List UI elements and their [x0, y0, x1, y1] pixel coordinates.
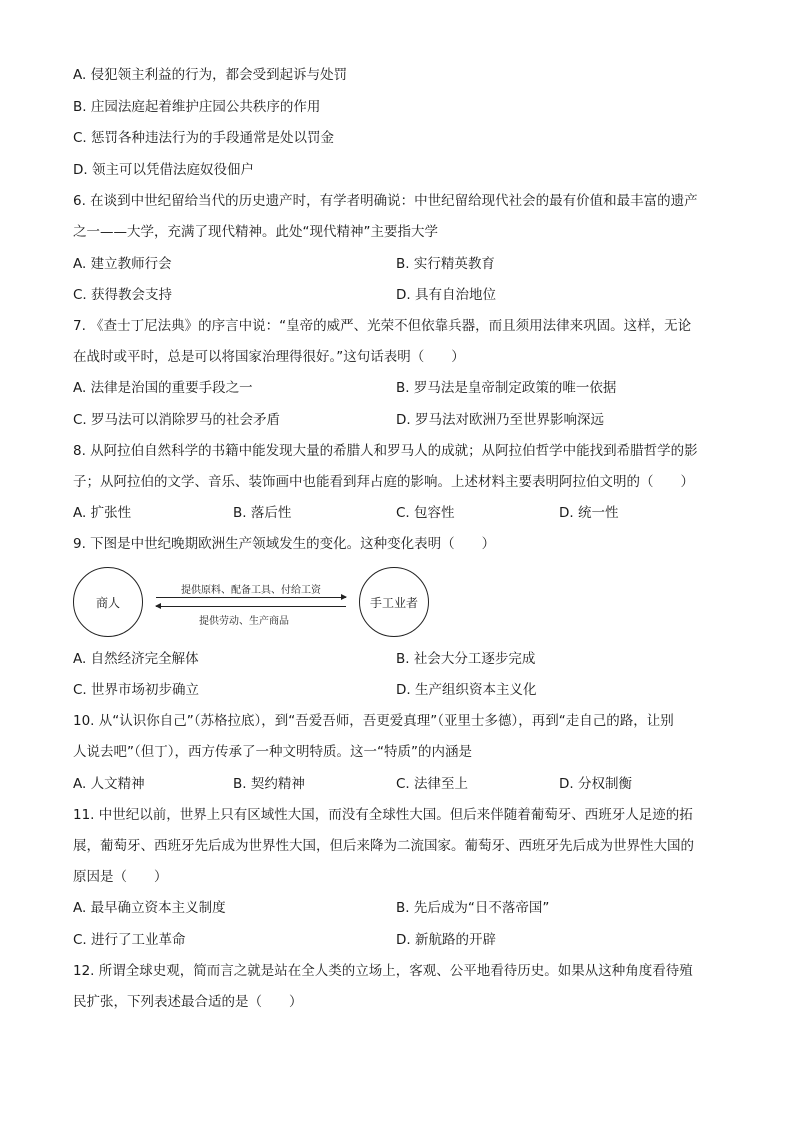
- q9-option-b: B. 社会大分工逐步完成: [396, 651, 536, 667]
- right-arrow: [156, 597, 346, 598]
- q11-option-d: D. 新航路的开辟: [396, 932, 496, 948]
- q11-option-a: A. 最早确立资本主义制度: [73, 900, 226, 916]
- q10-option-c: C. 法律至上: [396, 776, 469, 792]
- q12-stem-line2: 民扩张，下列表述最合适的是（ ）: [73, 994, 303, 1010]
- q11-option-c: C. 进行了工业革命: [73, 932, 186, 948]
- q5-option-b: B. 庄园法庭起着维护庄园公共秩序的作用: [73, 99, 321, 115]
- top-arrow-label: 提供原料、配备工具、付给工资: [181, 585, 321, 596]
- merchant-node: [73, 567, 143, 637]
- q7-options-row1: [73, 378, 723, 398]
- q11-option-b: B. 先后成为“日不落帝国”: [396, 900, 550, 916]
- q8-option-a: A. 扩张性: [73, 505, 132, 521]
- q10-option-a: A. 人文精神: [73, 776, 145, 792]
- q7-option-a: A. 法律是治国的重要手段之一: [73, 380, 253, 396]
- q11-stem-line1: 11. 中世纪以前，世界上只有区域性大国，而没有全球性大国。但后来伴随着葡萄牙、西班牙人足迹的拓: [73, 807, 693, 823]
- q8-stem-line2: 子；从阿拉伯的文学、音乐、装饰画中也能看到拜占庭的影响。上述材料主要表明阿拉伯文明的（ ）: [73, 474, 694, 490]
- q5-option-d: D. 领主可以凭借法庭奴役佃户: [73, 162, 254, 178]
- q10-option-d: D. 分权制衡: [559, 776, 632, 792]
- q12-stem-line1: 12. 所谓全球史观，简而言之就是站在全人类的立场上，客观、公平地看待历史。如果从这种角度看待殖: [73, 963, 693, 979]
- q6-option-b: B. 实行精英教育: [396, 256, 495, 272]
- q8-stem-line1: 8. 从阿拉伯自然科学的书籍中能发现大量的希腊人和罗马人的成就；从阿拉伯哲学中能找到希腊哲学的影: [73, 443, 698, 459]
- q11-options-row1: [73, 898, 723, 918]
- left-arrow: [156, 606, 346, 607]
- q9-option-a: A. 自然经济完全解体: [73, 651, 199, 667]
- craftsman-label: 手工业者: [369, 595, 418, 610]
- craftsman-node: [359, 567, 429, 637]
- q10-options-row: [73, 774, 723, 794]
- q8-option-d: D. 统一性: [559, 505, 619, 521]
- q7-option-d: D. 罗马法对欧洲乃至世界影响深远: [396, 412, 604, 428]
- q6-option-d: D. 具有自治地位: [396, 287, 496, 303]
- q6-options-row1: [73, 254, 723, 274]
- q11-stem-line2: 展，葡萄牙、西班牙先后成为世界性大国，但后来降为二流国家。葡萄牙、西班牙先后成为世界性大国的: [73, 838, 694, 854]
- q9-option-c: C. 世界市场初步确立: [73, 682, 200, 698]
- merchant-label: 商人: [95, 595, 120, 610]
- q5-option-a: A. 侵犯领主利益的行为，都会受到起诉与处罚: [73, 67, 348, 83]
- q10-stem-line1: 10. 从“认识你自己”（苏格拉底），到“吾爱吾师，吾更爱真理”（亚里士多德），再到“走自己的路，让别: [73, 713, 674, 729]
- q11-stem-line3: 原因是（ ）: [73, 869, 168, 885]
- q5-option-c: C. 惩罚各种违法行为的手段通常是处以罚金: [73, 130, 335, 146]
- q8-option-c: C. 包容性: [396, 505, 455, 521]
- q7-stem-line1: 7. 《查士丁尼法典》的序言中说：“皇帝的威严、光荣不但依靠兵器，而且须用法律来巩固。这样，无论: [73, 318, 692, 334]
- q9-options-row1: [73, 649, 723, 669]
- q6-option-c: C. 获得教会支持: [73, 287, 173, 303]
- q9-options-row2: [73, 680, 723, 700]
- q8-options-row: [73, 503, 723, 523]
- q8-option-b: B. 落后性: [233, 505, 292, 521]
- bottom-arrow-label: 提供劳动、生产商品: [199, 616, 289, 627]
- q9-stem-line1: 9. 下图是中世纪晚期欧洲生产领域发生的变化。这种变化表明（ ）: [73, 536, 496, 552]
- q9-option-d: D. 生产组织资本主义化: [396, 682, 537, 698]
- q6-stem-line1: 6. 在谈到中世纪留给当代的历史遗产时，有学者明确说：中世纪留给现代社会的最有价值和最丰富的遗产: [73, 193, 698, 209]
- q6-stem-line2: 之一——大学，充满了现代精神。此处“现代精神”主要指大学: [73, 224, 438, 240]
- q7-option-b: B. 罗马法是皇帝制定政策的唯一依据: [396, 380, 617, 396]
- q11-options-row2: [73, 930, 723, 950]
- q7-options-row2: [73, 410, 723, 430]
- q10-option-b: B. 契约精神: [233, 776, 305, 792]
- q7-stem-line2: 在战时或平时，总是可以将国家治理得很好。”这句话表明（ ）: [73, 349, 465, 365]
- q6-option-a: A. 建立教师行会: [73, 256, 172, 272]
- q10-stem-line2: 人说去吧”（但丁），西方传承了一种文明特质。这一“特质”的内涵是: [73, 744, 472, 760]
- q6-options-row2: [73, 285, 723, 305]
- production-relation-diagram: [73, 566, 418, 638]
- q7-option-c: C. 罗马法可以消除罗马的社会矛盾: [73, 412, 281, 428]
